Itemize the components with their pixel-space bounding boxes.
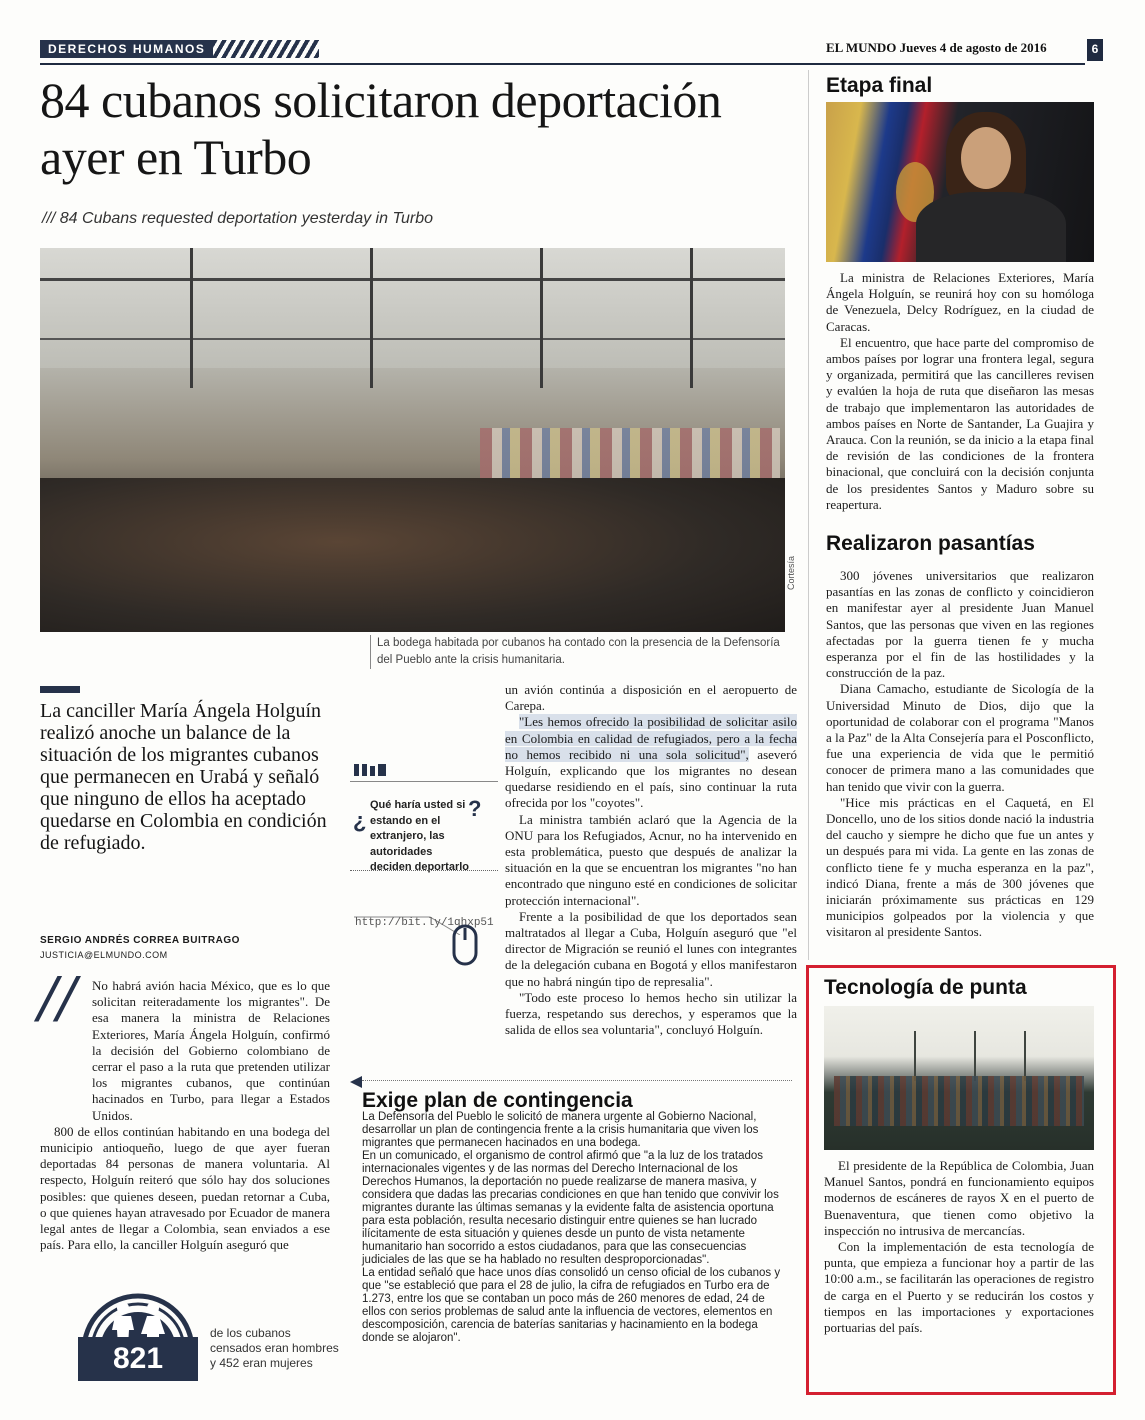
box-marker-icon [350, 1076, 362, 1088]
masthead: EL MUNDO Jueves 4 de agosto de 2016 [826, 40, 1047, 55]
photo-caption: La bodega habitada por cubanos ha contado con la presencia de la Defensoría del Pueblo ante la crisis humanitaria. [370, 635, 780, 669]
body-paragraph: 800 de ellos continúan habitando en una bodega del municipio antioqueño, luego de que ayer fueran deportadas 84 personas de manera voluntaria. Al respecto, Holguín reiteró que sólo hay dos soluciones posibles: que quienes deseen, puedan retornar a Cuba, o que quienes hayan atravesado por Ecuador de manera legal antes de llegar a Colombia, sean enviados a ese país. Para ello, la canciller Holguín aseguró que [40, 1123, 330, 1253]
pasantias-paragraph: 300 jóvenes universitarios que realizaron pasantías en las zonas de conflicto y coincidieron en manifestar ayer al presidente Juan Manuel Santos, que las personas que viven en las regiones afectadas por la guerra tienen fe y mucha esperanza por el fin de las hostilidades y la construcción de la paz. [826, 568, 1094, 681]
photo-containers [834, 1076, 1084, 1126]
section-tag: DERECHOS HUMANOS [40, 40, 213, 58]
tecnologia-title: Tecnología de punta [824, 976, 1027, 999]
photo-crane [974, 1031, 976, 1081]
minister-photo [826, 102, 1094, 262]
box-body [362, 1111, 787, 1345]
body-paragraph: No habrá avión hacia México, que es lo que solicitan reiteradamente los migrantes". De esa manera la ministra de Relaciones Exteriores, María Ángela Holguín, confirmó la decisión del Gobierno colombiano de cerrar el paso a la ruta que pretenden utilizar los migrantes cubanos, que continúan hacinados en Turbo, para llegar a Estados Unidos. [92, 978, 330, 1123]
etapa-paragraph: La ministra de Relaciones Exteriores, María Ángela Holguín, se reunirá hoy con su homóloga de Venezuela, Delcy Rodríguez, en la ciudad de Caracas. [826, 270, 1094, 334]
photo-credit: Cortesía [786, 555, 796, 590]
photo-roof [40, 248, 785, 368]
headline: 84 cubanos solicitaron deportación ayer en Turbo [40, 72, 722, 185]
box-paragraph: En un comunicado, el organismo de control afirmó que "a la luz de los tratados internacionales vigentes y de las normas del Derecho Internacional de los Derechos Humanos, la deportación no puede realizarse de manera masiva, y considera que dadas las precarias condiciones en que han tenido que convivir los migrantes durante las últimas semanas y la evidente falta de asistencia oportuna para esta población, resulta necesario distinguir entre quienes se han lucrado ilícitamente de esta situación y quienes desde un punto de vista netamente humanitario han socorrido a estos ciudadanos, para que las consecuencias judiciales de las que se ha hablado no resulten desproporcionadas". [362, 1150, 779, 1266]
tecnologia-body [824, 1158, 1094, 1336]
subhead: /// 84 Cubans requested deportation yesterday in Turbo [42, 210, 434, 227]
etapa-body [826, 270, 1094, 513]
lead-bar [40, 686, 80, 693]
column-rule [808, 70, 809, 960]
photo-truss [190, 248, 193, 388]
port-photo [824, 1006, 1094, 1150]
pasantias-paragraph: "Hice mis prácticas en el Caquetá, en El Doncello, uno de los sitios donde nació la industria del caucho y siempre he dicho que fue un antes y un después para mi vida. La gente en las zonas de conflicto tiene fe y mucha esperanza en la paz", indicó Diana, frente a más de 300 jóvenes que iniciarán próximamente sus prácticas en 129 municipios golpeados por la violencia y que visitaron al presidente Santos. [826, 794, 1094, 940]
photo-truss [690, 248, 693, 388]
quote-paragraph [505, 714, 797, 811]
quote-mark-icon: // [38, 960, 76, 1036]
highlighted-quote: "Les hemos ofrecido la posibilidad de solicitar asilo en Colombia en calidad de refugiados, pero a la fecha no hemos recibido ni una sola solicitud", [505, 714, 797, 762]
pasantias-title: Realizaron pasantías [826, 532, 1035, 555]
byline-email: JUSTICIA@ELMUNDO.COM [40, 950, 168, 960]
poll-question: Qué haría usted si estando en el extranjero, las autoridades deciden deportarlo [370, 799, 470, 873]
question-mark-icon: ¿ [353, 808, 367, 833]
section-hatch [213, 40, 319, 58]
quote-tail: aseveró Holguín, explicando que los migrantes no desean quedarse residiendo en el país, sino continuar la ruta ofrecida por los "coyotes". [505, 746, 797, 811]
photo-jacket [916, 192, 1066, 262]
poll-divider [350, 870, 498, 871]
pasantias-body [826, 568, 1094, 941]
etapa-paragraph: El encuentro, que hace parte del compromiso de ambos países por lograr una frontera legal, segura y organizada, permitirá que las cancilleres revisen y evalúen la hoja de ruta que diseñaron las mesas de trabajo que implementaron las autoridades de ambos países en Norte de Santander, La Guajira y Arauca. Con la reunión, se da inicio a la etapa final de revisión de las condiciones de la frontera binacional, que concluirá con la decisión conjunta de los presidentes Santos y Maduro sobre su reapertura. [826, 334, 1094, 512]
photo-truss [540, 248, 543, 388]
photo-crane [1024, 1031, 1026, 1081]
box-divider [362, 1080, 792, 1081]
stat-number: 821 [78, 1337, 198, 1381]
byline: SERGIO ANDRÉS CORREA BUITRAGO [40, 935, 240, 946]
main-photo [40, 248, 785, 632]
header-rule [40, 63, 1085, 65]
poll-bars-icon [354, 764, 388, 776]
etapa-title: Etapa final [826, 74, 933, 97]
mouse-icon [452, 910, 478, 968]
box-paragraph: La entidad señaló que hace unos días consolidó un censo oficial de los cubanos y que "se estableció que para el 28 de julio, la cifra de refugiados en Turbo era de 1.273, entre los que se contaban un poco más de 260 menores de edad, 24 de ellos con serios problemas de salud ante la influencia de vectores, elementos en descomposición, carencia de baterías sanitarias y hacinamiento en la bodega donde se alojaron". [362, 1267, 781, 1344]
poll-link[interactable]: http://bit.ly/1qhxp51 [355, 917, 494, 929]
body-column-3 [505, 682, 797, 1038]
photo-beam [40, 338, 785, 340]
tecnologia-paragraph: El presidente de la República de Colombia, Juan Manuel Santos, pondrá en funcionamiento equipos modernos de escáneres de rayos X en el puerto de Buenaventura, que tienen como objetivo la inspección no intrusiva de mercancías. [824, 1158, 1094, 1238]
photo-truss [370, 248, 373, 388]
box-title: Exige plan de contingencia [362, 1089, 633, 1112]
photo-beam [40, 278, 785, 281]
stat-text: de los cubanos censados eran hombres y 452 eran mujeres [210, 1326, 339, 1370]
photo-crane [914, 1031, 916, 1081]
box-paragraph: La Defensoría del Pueblo le solicitó de manera urgente al Gobierno Nacional, desarrollar un plan de contingencia frente a la crisis humanitaria que viven los migrantes que permanecen hacinados en una bodega. [362, 1111, 759, 1149]
question-mark-icon: ? [468, 796, 482, 821]
photo-face [961, 127, 1011, 189]
page-number: 6 [1087, 39, 1103, 61]
body-paragraph: La ministra también aclaró que la Agencia de la ONU para los Refugiados, Acnur, no ha intervenido en esta problemática, puesto que después de analizar la situación en la que se encuentran los migrantes "no han encontrado que ninguno esté en condiciones de solicitar protección internacional". [505, 811, 797, 908]
body-paragraph: "Todo este proceso lo hemos hecho sin utilizar la fuerza, respetando sus derechos, y esperamos que la salida de ellos sea voluntaria", concluyó Holguín. [505, 989, 797, 1038]
lead-paragraph: La canciller María Ángela Holguín realizó anoche un balance de la situación de los migrantes cubanos que permanecen en Urabá y señaló que ninguno de ellos ha aceptado quedarse en Colombia en condición de refugiado. [40, 700, 327, 854]
photo-crowd [40, 478, 785, 632]
tecnologia-paragraph: Con la implementación de esta tecnología de punta, que empieza a funcionar hoy a partir de las 10:00 a.m., se facilitarán las operaciones de registro de carga en el Puerto y se reducirán los costos y tiempos en las importaciones y exportaciones portuarias del país. [824, 1239, 1095, 1336]
body-column-1 [40, 978, 330, 1253]
poll-rule [350, 781, 498, 782]
body-paragraph: un avión continúa a disposición en el aeropuerto de Carepa. [505, 682, 797, 714]
body-paragraph: Frente a la posibilidad de que los deportados sean maltratados al llegar a Cuba, Holguín aseguró que "el director de Migración se reunió el lunes con integrantes de la delegación cubana en Bogotá y ellos manifestaron que no habrá ningún tipo de represalia". [505, 908, 797, 989]
pasantias-paragraph: Diana Camacho, estudiante de Sicología de la Universidad Minuto de Dios, dijo que la oportunidad de colaborar con el programa "Manos a la Paz" de la Alta Consejería para el Posconflicto, fue una experiencia de vida que le permitió conocer de primera mano a las comunidades que han tenido que vivir con la guerra. [826, 681, 1094, 794]
